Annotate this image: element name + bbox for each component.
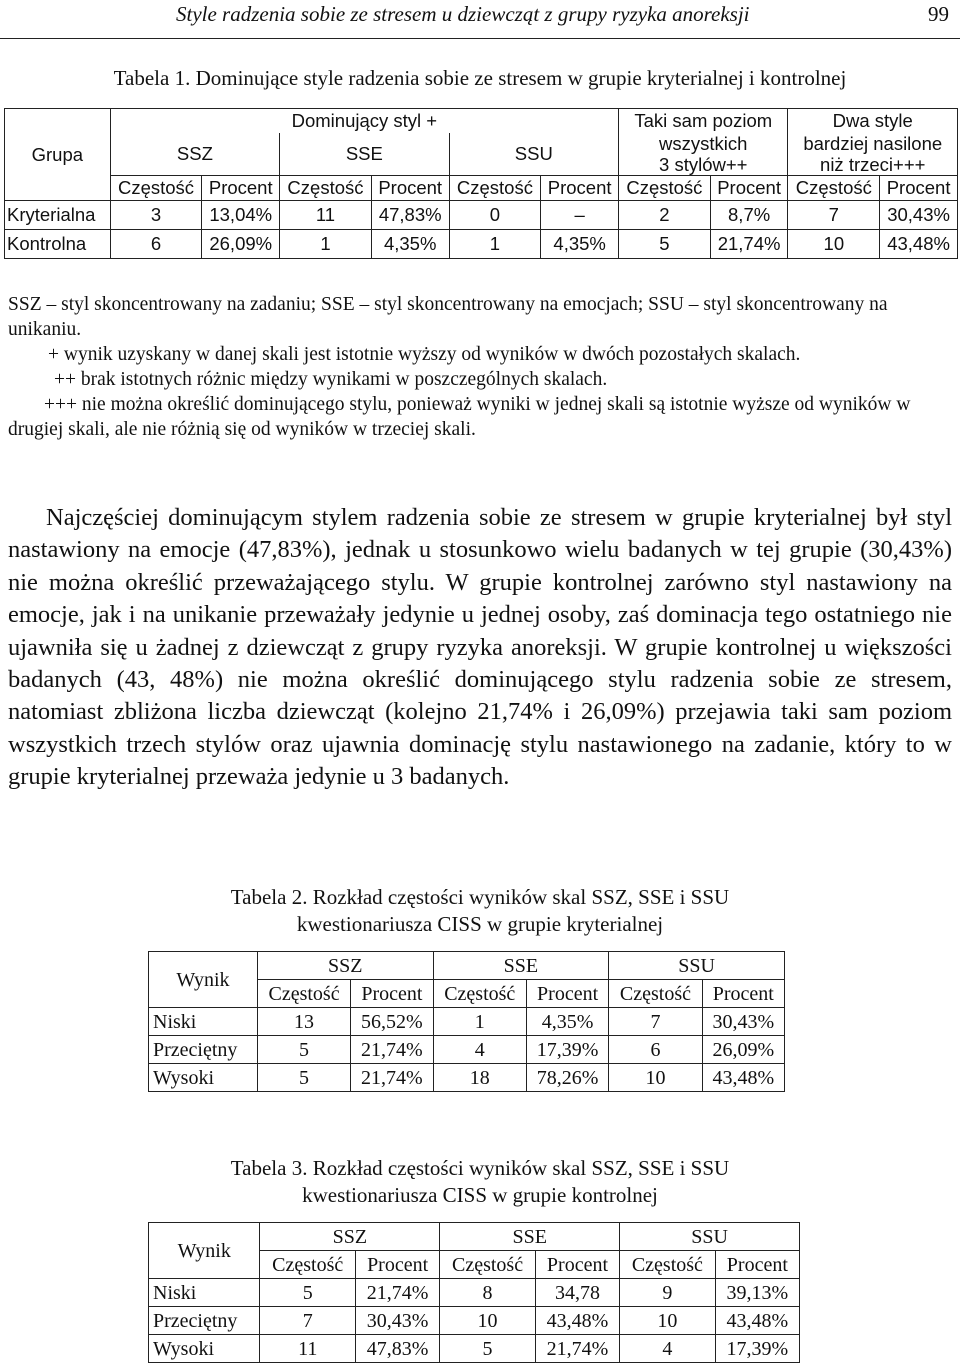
pct-header: Procent bbox=[351, 980, 433, 1008]
table-cell: 5 bbox=[257, 1064, 350, 1092]
result-header: Wynik bbox=[149, 1223, 260, 1279]
style-ssz-header: SSZ bbox=[110, 133, 279, 176]
table1-header-row-2 bbox=[5, 133, 958, 176]
table3-caption bbox=[0, 1155, 960, 1209]
same-level-header-line3: 3 stylów++ bbox=[659, 154, 748, 175]
row-label: Wysoki bbox=[149, 1064, 258, 1092]
freq-header: Częstość bbox=[620, 1251, 716, 1279]
row-group-label: Kontrolna bbox=[5, 230, 111, 259]
table-cell: 4,35% bbox=[371, 230, 449, 259]
table-cell: 21,74% bbox=[355, 1279, 439, 1307]
style-sse-header: SSE bbox=[280, 133, 449, 176]
table-cell: 2 bbox=[619, 201, 711, 230]
style-ssz-header: SSZ bbox=[260, 1223, 440, 1251]
table-row bbox=[149, 1335, 800, 1363]
table-cell: 39,13% bbox=[715, 1279, 799, 1307]
table3-control-group bbox=[148, 1222, 800, 1363]
table-cell: 21,74% bbox=[535, 1335, 619, 1363]
table-cell: 4 bbox=[620, 1335, 716, 1363]
table-row bbox=[149, 1307, 800, 1335]
table-cell: 1 bbox=[449, 230, 541, 259]
table-cell: 56,52% bbox=[351, 1008, 433, 1036]
freq-header: Częstość bbox=[449, 176, 541, 201]
table-cell: 30,43% bbox=[702, 1008, 784, 1036]
note-triple-plus: +++ nie można określić dominującego stylu, ponieważ wyniki w jednej skali są istotnie wyższe od wyników w drugiej skali, ale nie różnią się od wyników w trzeciej skali. bbox=[8, 394, 911, 440]
table1-subheader-row bbox=[5, 176, 958, 201]
result-header: Wynik bbox=[149, 952, 258, 1008]
two-styles-header-line2: bardziej nasilone bbox=[803, 133, 943, 154]
table-cell: 1 bbox=[433, 1008, 526, 1036]
two-styles-header-line3: niż trzeci+++ bbox=[820, 154, 926, 175]
table-cell: 11 bbox=[260, 1335, 356, 1363]
table-cell: 43,48% bbox=[535, 1307, 619, 1335]
table-cell: 78,26% bbox=[526, 1064, 608, 1092]
freq-header: Częstość bbox=[440, 1251, 536, 1279]
table-row bbox=[149, 1008, 785, 1036]
table1-caption: Tabela 1. Dominujące style radzenia sobie ze stresem w grupie kryterialnej i kontrolnej bbox=[113, 66, 847, 90]
freq-header: Częstość bbox=[280, 176, 372, 201]
row-label: Przeciętny bbox=[149, 1307, 260, 1335]
table-cell: 7 bbox=[260, 1307, 356, 1335]
body-paragraph: Najczęściej dominującym stylem radzenia sobie ze stresem w grupie kryterialnej był styl nastawiony na emocje (47,83%), jednak u stosunkowo wielu badanych w tej grupie (30,43%) nie można określić przeważającego stylu. W grupie kontrolnej zarówno styl nastawiony na emocje, jak i na unikanie przeważały jedynie u jednej osoby, zaś dominacja tego ostatniego nie ujawniła się u żadnej z dziewcząt z grupy ryzyka anoreksji. W grupie kontrolnej u większości badanych (43, 48%) nie można określić dominującego stylu radzenia sobie ze stresem, natomiast zbliżona liczba dziewcząt (kolejno 21,74% i 26,09%) przejawia taki sam poziom wszystkich trzech stylów oraz ujawnia dominację stylu nastawionego na zadanie, który to w grupie kryterialnej przeważa jedynie u 3 badanych. bbox=[8, 504, 952, 791]
dominant-style-header: Dominujący styl + bbox=[110, 109, 618, 134]
table-cell: 17,39% bbox=[715, 1335, 799, 1363]
table2-header-row-1 bbox=[149, 952, 785, 980]
table2-caption-line2: kwestionariusza CISS w grupie kryterialnej bbox=[296, 912, 664, 936]
pct-header: Procent bbox=[880, 176, 958, 201]
table-cell: 43,48% bbox=[702, 1064, 784, 1092]
table2-caption-line1: Tabela 2. Rozkład częstości wyników skal SSZ, SSE i SSU bbox=[230, 885, 730, 909]
table-cell: 11 bbox=[280, 201, 372, 230]
table-cell: 5 bbox=[257, 1036, 350, 1064]
table1-dominant-styles bbox=[4, 108, 958, 259]
table-cell: 18 bbox=[433, 1064, 526, 1092]
table-cell: 6 bbox=[110, 230, 202, 259]
table2-criterion-group bbox=[148, 951, 785, 1092]
table-cell: 5 bbox=[619, 230, 711, 259]
freq-header: Częstość bbox=[257, 980, 350, 1008]
table-cell: 26,09% bbox=[702, 1036, 784, 1064]
table-cell: 8 bbox=[440, 1279, 536, 1307]
row-label: Przeciętny bbox=[149, 1036, 258, 1064]
table-cell: 21,74% bbox=[351, 1064, 433, 1092]
table-cell: 17,39% bbox=[526, 1036, 608, 1064]
table-cell: 43,48% bbox=[715, 1307, 799, 1335]
table-row bbox=[149, 1064, 785, 1092]
pct-header: Procent bbox=[702, 980, 784, 1008]
table-cell: 10 bbox=[788, 230, 880, 259]
table-cell: 10 bbox=[620, 1307, 716, 1335]
table3-header-row-1 bbox=[149, 1223, 800, 1251]
table-cell: 43,48% bbox=[880, 230, 958, 259]
table-cell: 10 bbox=[440, 1307, 536, 1335]
table-cell: 47,83% bbox=[371, 201, 449, 230]
freq-header: Częstość bbox=[433, 980, 526, 1008]
table-cell: 34,78 bbox=[535, 1279, 619, 1307]
table-cell: 30,43% bbox=[355, 1307, 439, 1335]
table-cell: 7 bbox=[609, 1008, 702, 1036]
pct-header: Procent bbox=[715, 1251, 799, 1279]
style-ssu-header: SSU bbox=[620, 1223, 800, 1251]
table-cell: 7 bbox=[788, 201, 880, 230]
table-cell: 9 bbox=[620, 1279, 716, 1307]
table1-header-row-1 bbox=[5, 109, 958, 134]
table-cell: 10 bbox=[609, 1064, 702, 1092]
table-cell: 5 bbox=[440, 1335, 536, 1363]
two-styles-header-line1: Dwa style bbox=[788, 109, 958, 134]
table3-caption-line2: kwestionariusza CISS w grupie kontrolnej bbox=[302, 1183, 658, 1207]
note-abbreviations: SSZ – styl skoncentrowany na zadaniu; SSE – styl skoncentrowany na emocjach; SSU – styl skoncentrowany na unikaniu. bbox=[8, 294, 888, 340]
style-sse-header: SSE bbox=[433, 952, 609, 980]
table-cell: 5 bbox=[260, 1279, 356, 1307]
freq-header: Częstość bbox=[260, 1251, 356, 1279]
two-styles-header-rest bbox=[788, 133, 958, 176]
pct-header: Procent bbox=[371, 176, 449, 201]
page-number: 99 bbox=[928, 2, 949, 26]
pct-header: Procent bbox=[710, 176, 788, 201]
same-level-header-line2: wszystkich bbox=[659, 133, 748, 154]
table-cell: 4,35% bbox=[541, 230, 619, 259]
pct-header: Procent bbox=[355, 1251, 439, 1279]
row-label: Wysoki bbox=[149, 1335, 260, 1363]
pct-header: Procent bbox=[535, 1251, 619, 1279]
table-cell: 8,7% bbox=[710, 201, 788, 230]
style-ssz-header: SSZ bbox=[257, 952, 433, 980]
style-ssu-header: SSU bbox=[449, 133, 618, 176]
freq-header: Częstość bbox=[619, 176, 711, 201]
table-cell: 1 bbox=[280, 230, 372, 259]
note-double-plus: ++ brak istotnych różnic między wynikami w poszczególnych skalach. bbox=[54, 369, 608, 390]
pct-header: Procent bbox=[202, 176, 280, 201]
pct-header: Procent bbox=[541, 176, 619, 201]
table-cell: 13 bbox=[257, 1008, 350, 1036]
same-level-header-line1: Taki sam poziom bbox=[619, 109, 788, 134]
table-cell: 6 bbox=[609, 1036, 702, 1064]
table-row bbox=[5, 201, 958, 230]
pct-header: Procent bbox=[526, 980, 608, 1008]
row-label: Niski bbox=[149, 1008, 258, 1036]
table-row bbox=[149, 1279, 800, 1307]
table1-notes bbox=[8, 292, 952, 442]
note-plus: + wynik uzyskany w danej skali jest istotnie wyższy od wyników w dwóch pozostałych skalach. bbox=[48, 344, 801, 365]
table2-caption bbox=[0, 884, 960, 938]
table-cell: 3 bbox=[110, 201, 202, 230]
style-ssu-header: SSU bbox=[609, 952, 785, 980]
row-group-label: Kryterialna bbox=[5, 201, 111, 230]
style-sse-header: SSE bbox=[440, 1223, 620, 1251]
table-cell: 30,43% bbox=[880, 201, 958, 230]
freq-header: Częstość bbox=[110, 176, 202, 201]
freq-header: Częstość bbox=[609, 980, 702, 1008]
table-row bbox=[5, 230, 958, 259]
table-cell: 47,83% bbox=[355, 1335, 439, 1363]
same-level-header-rest bbox=[619, 133, 788, 176]
table-cell: 13,04% bbox=[202, 201, 280, 230]
running-header bbox=[0, 0, 960, 39]
table-cell: 21,74% bbox=[710, 230, 788, 259]
table-cell: 4 bbox=[433, 1036, 526, 1064]
table-cell: 0 bbox=[449, 201, 541, 230]
table-cell: 4,35% bbox=[526, 1008, 608, 1036]
table-cell: 26,09% bbox=[202, 230, 280, 259]
table-cell: – bbox=[541, 201, 619, 230]
freq-header: Częstość bbox=[788, 176, 880, 201]
table-row bbox=[149, 1036, 785, 1064]
running-title: Style radzenia sobie ze stresem u dziewcząt z grupy ryzyka anoreksji bbox=[176, 2, 750, 26]
table3-caption-line1: Tabela 3. Rozkład częstości wyników skal SSZ, SSE i SSU bbox=[230, 1156, 730, 1180]
table-cell: 21,74% bbox=[351, 1036, 433, 1064]
row-label: Niski bbox=[149, 1279, 260, 1307]
group-header: Grupa bbox=[5, 109, 111, 201]
